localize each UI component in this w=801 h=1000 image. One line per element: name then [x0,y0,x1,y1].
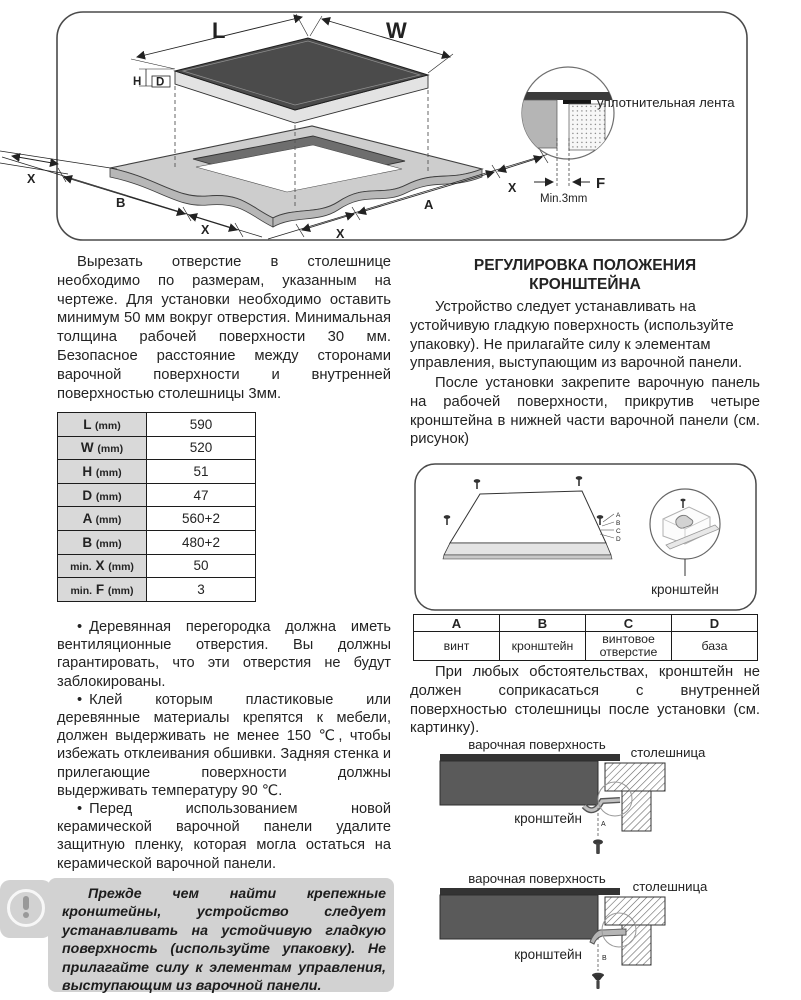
cross-section-figure-1 [412,738,762,868]
dim-label-L: L [212,18,226,43]
dimensions-table [57,412,256,602]
hob-underside-drawing [443,491,612,559]
ref-letter: A [601,821,606,828]
screw-icon [593,839,603,854]
dim-label-A: A [424,197,434,212]
bracket-label: кронштейн [514,947,582,962]
edge-seal-detail [516,67,735,205]
list-item: • Деревянная перегородка должна иметь вентиляционные отверстия. Вы должны гарантировать, что эти отверстия не будут заблокированы. [57,619,391,690]
hob-surface-label: варочная поверхность [468,871,606,886]
bracket-paragraph-2: После установки закрепите варочную панель на рабочей поверхности, прикрутив четыре кронштейна в нижней части варочной панели (см. рисунок) [410,375,760,448]
alert-badge [0,880,52,938]
bracket-label: кронштейн [514,811,582,826]
table-row: L (mm) 590 [58,413,256,437]
callout-B: B [616,520,621,527]
countertop-label: столешница [630,745,706,760]
dim-label-X-right: X [508,181,517,195]
countertop-label: столешница [632,879,708,894]
detail-f-label: F [596,175,606,192]
list-item: • Клей которым пластиковые или деревянные материалы крепятся к мебели, должен выдерживать не менее 150 ℃, чтобы избежать отклеивания обшивки. Задняя стенка и прилегающие поверхности должны выдерживать температуру 90 ℃. [57,691,391,799]
glass-strip [440,888,620,895]
screw-icon [592,973,604,989]
parts-legend-table [413,614,758,661]
table-row: B (mm) 480+2 [58,530,256,554]
installation-notes-list [57,618,391,873]
hob-surface-label: варочная поверхность [468,738,606,752]
table-row: min. X (mm) 50 [58,554,256,578]
hob-exploded-drawing [175,38,428,123]
dim-label-B: B [116,195,126,210]
dim-label-X-left: X [27,172,36,186]
bracket-mounting-figure [413,462,758,612]
seal-label: уплотнительная лента [597,95,735,110]
dim-label-X-2: X [201,223,210,237]
bracket-detail-circle [650,489,720,576]
table-row: W (mm) 520 [58,436,256,460]
callout-A: A [616,512,621,519]
countertop-upper [605,897,665,925]
hob-body [440,895,598,939]
dim-label-W: W [386,18,407,43]
table-header-row: A B C D [414,615,758,632]
bracket-figure-label: кронштейн [651,582,719,597]
callout-D: D [616,536,621,543]
callout-C: C [616,528,621,535]
list-item: • Перед использованием новой керамической варочной панели удалите защитную пленку, которая могла остаться на керамической варочной панели. [57,801,391,872]
installation-dimensions-figure [0,6,800,246]
countertop-upper [605,763,665,791]
section-heading: РЕГУЛИРОВКА ПОЛОЖЕНИЯ КРОНШТЕЙНА [473,257,697,293]
ref-letter: B [602,955,607,962]
dim-label-D: D [156,76,165,89]
cutout-intro-paragraph: Вырезать отверстие в столешнице необходимо по размерам, указанным на чертеже. Для установки необходимо оставить минимум 50 мм вокруг отверстия. Минимальная толщина рабочей поверхности 30 мм. Безопасное расстояние между сторонами варочной поверхности и внутренней поверхностью столешницы 3мм. [57,254,391,402]
table-row: A (mm) 560+2 [58,507,256,531]
table-row: H (mm) 51 [58,460,256,484]
table-row: min. F (mm) 3 [58,578,256,602]
bracket-paragraph-1: Устройство следует устанавливать на устойчивую гладкую поверхность (используйте упаковку). Не прилагайте силу к элементам управления, выступающим из варочной панели. [410,299,743,372]
dim-label-X-3: X [336,227,345,241]
glass-strip [440,754,620,761]
detail-min-label: Min.3mm [540,193,588,205]
warning-note: Прежде чем найти крепежные кронштейны, устройство следует устанавливать на устойчивую гладкую поверхность (используйте упаковку). Не прилагайте силу к элементам управления, выступающим из варочной панели. [48,878,394,992]
table-row: винт кронштейн винтовое отверстие база [414,632,758,661]
bracket-paragraph-3: При любых обстоятельствах, кронштейн не должен соприкасаться с внутренней поверхностью столешницы после установки (см. картинку). [410,664,760,737]
exclamation-icon [7,889,45,927]
cross-section-figure-2 [412,870,762,1000]
table-row: D (mm) 47 [58,483,256,507]
dim-label-H: H [133,76,142,88]
hob-body [440,761,598,805]
